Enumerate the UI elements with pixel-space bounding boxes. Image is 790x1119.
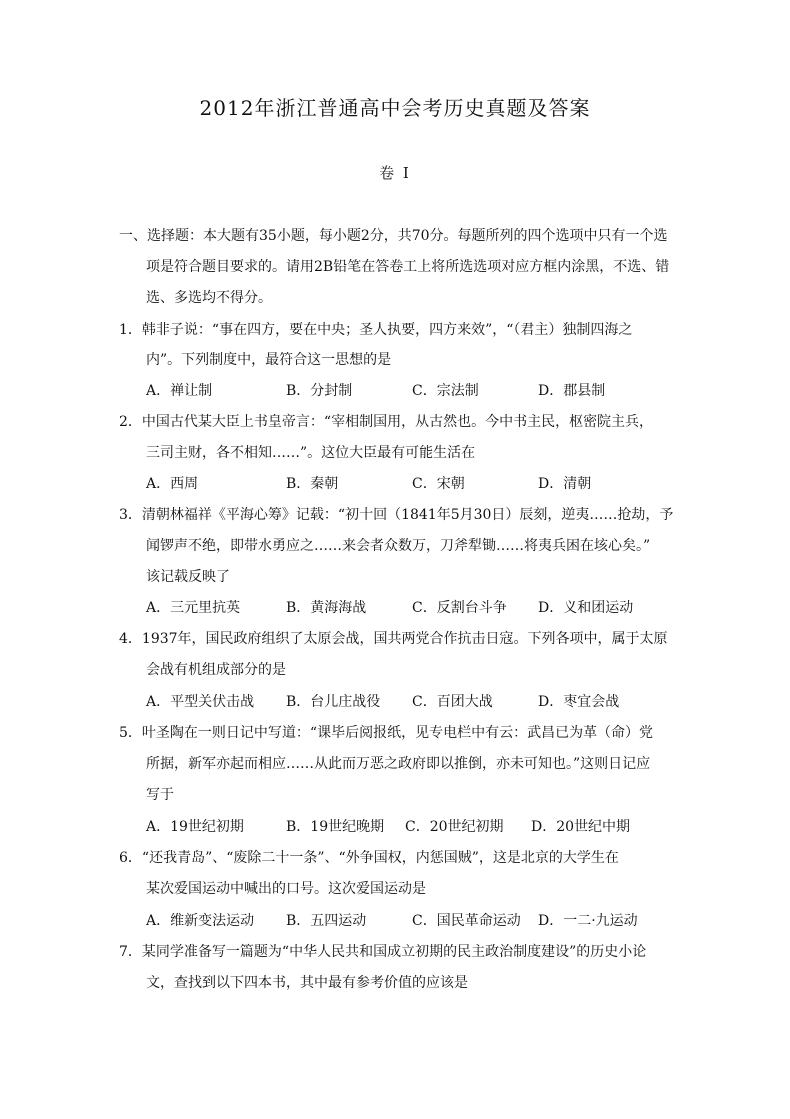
question-1-stem-line-2: 内”。下列制度中，最符合这一思想的是 xyxy=(146,352,392,368)
section-instructions-line-1: 一、选择题：本大题有35小题，每小题2分，共70分。每题所列的四个选项中只有一个选 xyxy=(119,228,668,244)
question-6-option-c: C．国民革命运动 xyxy=(412,913,521,929)
question-5-option-a: A．19世纪初期 xyxy=(146,819,244,835)
question-2-option-d: D．清朝 xyxy=(538,476,592,492)
question-1-option-a: A．禅让制 xyxy=(146,383,213,399)
question-5-option-d: D．20世纪中期 xyxy=(531,819,631,835)
question-5-option-b: B．19世纪晚期 xyxy=(286,819,385,835)
question-6-option-a: A．维新变法运动 xyxy=(146,913,255,929)
paper-section-label: 卷 I xyxy=(379,164,411,182)
question-3-option-a: A．三元里抗英 xyxy=(146,600,241,616)
question-3-stem-line-2: 闻锣声不绝，即带水勇应之……来会者众数万，刀斧犁锄……将夷兵困在垓心矣。” xyxy=(146,538,651,554)
question-2-option-a: A．西周 xyxy=(146,476,199,492)
question-3-option-d: D．义和团运动 xyxy=(538,600,634,616)
question-5-stem-line-3: 写于 xyxy=(146,787,174,803)
question-4-option-b: B．台儿庄战役 xyxy=(286,694,381,710)
question-2-option-b: B．秦朝 xyxy=(286,476,339,492)
question-5-stem-line-1: 5．叶圣陶在一则日记中写道：“课毕后阅报纸，见专电栏中有云：武昌已为革（命）党 xyxy=(119,725,654,741)
question-3-option-b: B．黄海海战 xyxy=(286,600,367,616)
question-7-stem-line-2: 文，查找到以下四本书，其中最有参考价值的应该是 xyxy=(146,975,468,991)
question-3-stem-line-1: 3．清朝林福祥《平海心筹》记载：“初十回（1841年5月30日）辰刻，逆夷……抢劫，予 xyxy=(119,507,674,523)
question-1-option-c: C．宗法制 xyxy=(412,383,479,399)
question-6-option-b: B．五四运动 xyxy=(286,913,367,929)
question-1-option-b: B．分封制 xyxy=(286,383,353,399)
question-7-stem-line-1: 7．某同学准备写一篇题为“中华人民共和国成立初期的民主政治制度建设”的历史小论 xyxy=(119,944,647,960)
question-4-option-d: D．枣宜会战 xyxy=(538,694,620,710)
question-2-stem-line-2: 三司主财，各不相知……”。这位大臣最有可能生活在 xyxy=(146,445,476,461)
question-6-stem-line-1: 6．“还我青岛”、“废除二十一条”、“外争国权，内惩国贼”，这是北京的大学生在 xyxy=(119,850,619,866)
question-1-option-d: D．郡县制 xyxy=(538,383,606,399)
question-4-stem-line-1: 4．1937年，国民政府组织了太原会战，国共两党合作抗击日寇。下列各项中，属于太原 xyxy=(119,631,668,647)
section-instructions-line-2: 项是符合题目要求的。请用2B铅笔在答卷工上将所选选项对应方框内涂黑，不选、错 xyxy=(146,259,670,275)
question-6-option-d: D．一二·九运动 xyxy=(538,913,638,929)
page-title: 2012年浙江普通高中会考历史真题及答案 xyxy=(199,96,591,120)
question-4-option-a: A．平型关伏击战 xyxy=(146,694,255,710)
question-1-stem-line-1: 1．韩非子说：“事在四方，要在中央；圣人执要，四方来效”，“（君主）独制四海之 xyxy=(119,322,633,338)
question-2-option-c: C．宋朝 xyxy=(412,476,465,492)
question-6-stem-line-2: 某次爱国运动中喊出的口号。这次爱国运动是 xyxy=(146,881,426,897)
question-3-option-c: C．反割台斗争 xyxy=(412,600,507,616)
question-5-stem-line-2: 所据，新军亦起而相应……从此而万恶之政府即以推倒，亦未可知也。”这则日记应 xyxy=(146,756,651,772)
question-4-option-c: C．百团大战 xyxy=(412,694,493,710)
question-3-stem-line-3: 该记载反映了 xyxy=(146,569,230,585)
section-instructions-line-3: 选、多选均不得分。 xyxy=(146,290,272,306)
question-5-option-c: C．20世纪初期 xyxy=(405,819,504,835)
question-4-stem-line-2: 会战有机组成部分的是 xyxy=(146,662,286,678)
question-2-stem-line-1: 2．中国古代某大臣上书皇帝言：“宰相制国用，从古然也。今中书主民，枢密院主兵， xyxy=(119,414,654,430)
